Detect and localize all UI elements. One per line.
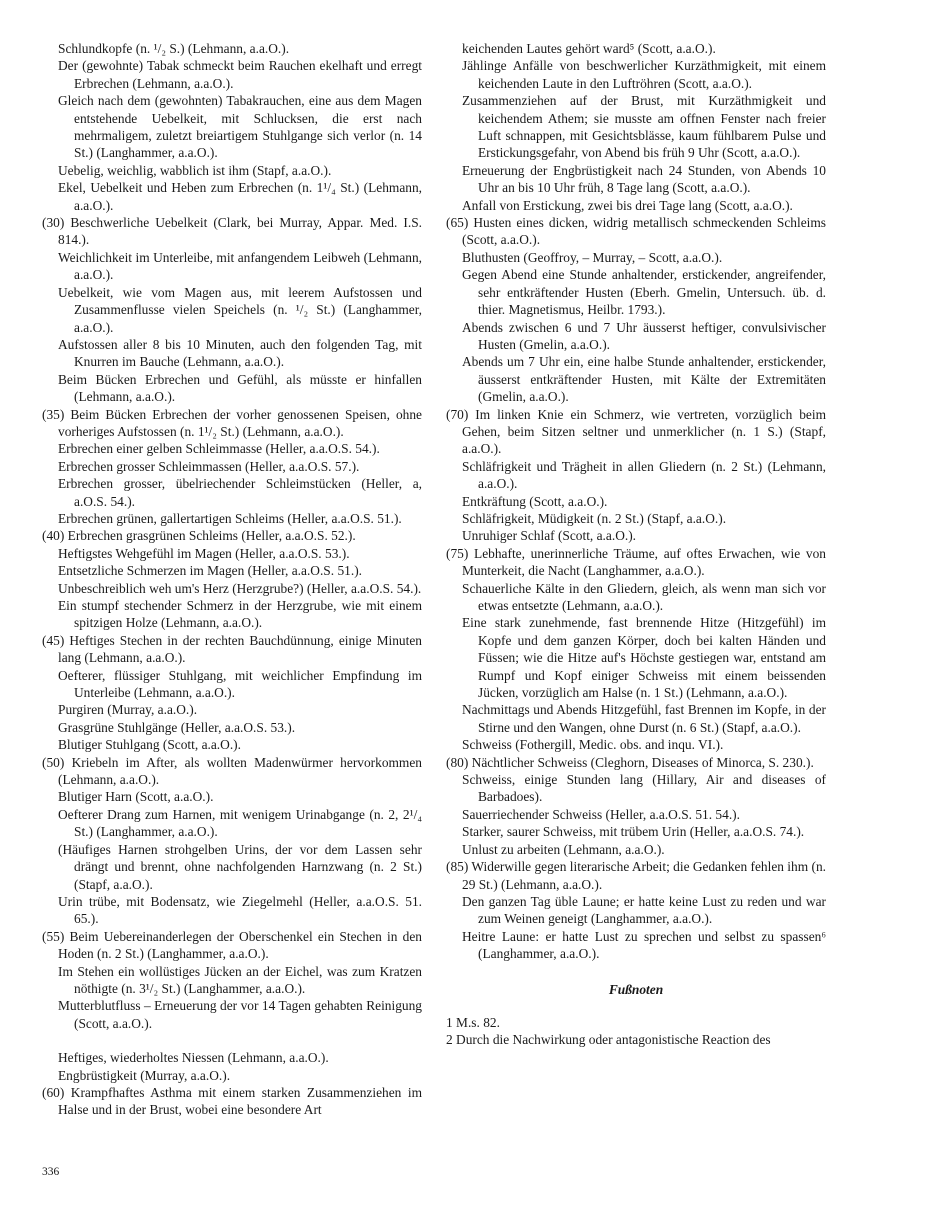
- entry-text: Husten eines dicken, widrig metallisch schmeckenden Schleims (Scott, a.a.O.).: [462, 215, 826, 248]
- entry-text: Erbrechen einer gelben Schleimmasse (Heller, a.a.O.S. 54.).: [58, 441, 380, 457]
- symptom-entry: [42, 667, 422, 702]
- symptom-entry: [446, 197, 826, 214]
- symptom-entry: [42, 736, 422, 753]
- symptom-entry: [446, 806, 826, 823]
- symptom-entry: [446, 823, 826, 840]
- entry-text: keichenden Lautes gehört ward⁵ (Scott, a.a.O.).: [462, 41, 716, 56]
- symptom-entry: [446, 754, 826, 771]
- page-number: 336: [42, 1166, 60, 1178]
- entry-text: Beschwerliche Uebelkeit (Clark, bei Murray, Appar. Med. I.S. 814.).: [58, 215, 422, 248]
- symptom-entry: [42, 57, 422, 92]
- symptom-entry: [42, 214, 422, 249]
- entry-text: (Häufiges Harnen strohgelben Urins, der vor dem Lassen sehr drängt und brennt, ohne nachfolgenden Harnzwang (n. 2 St.) (Stapf, a.a.O.).: [58, 841, 422, 892]
- entry-text: Abends um 7 Uhr ein, eine halbe Stunde anhaltender, erstickender, äusserst entkräftender Husten, mit Kälte der Extremitäten (Gmelin, a.a.O.).: [462, 354, 826, 405]
- symptom-entry: [446, 701, 826, 736]
- entry-text: Schläfrigkeit, Müdigkeit (n. 2 St.) (Stapf, a.a.O.).: [462, 510, 727, 526]
- symptom-entry: [446, 57, 826, 92]
- entry-text: Uebelig, weichlig, wabblich ist ihm (Stapf, a.a.O.).: [58, 162, 332, 178]
- symptom-entry: [446, 214, 826, 249]
- left-column: [42, 40, 422, 1119]
- symptom-entry: [42, 841, 422, 893]
- entry-text: Schweiss (Fothergill, Medic. obs. and inqu. VI.).: [462, 737, 724, 753]
- symptom-entry: [446, 841, 826, 858]
- symptom-entry: [446, 545, 826, 580]
- entry-text: Heftigstes Wehgefühl im Magen (Heller, a.a.O.S. 53.).: [58, 545, 350, 561]
- symptom-entry: [446, 858, 826, 893]
- entry-text: Erbrechen grosser Schleimmassen (Heller, a.a.O.S. 57.).: [58, 458, 360, 474]
- entry-text: Purgiren (Murray, a.a.O.).: [58, 702, 198, 718]
- symptom-entry: [42, 580, 422, 597]
- symptom-entry: [42, 336, 422, 371]
- symptom-entry: [446, 928, 826, 963]
- symptom-entry: [446, 162, 826, 197]
- entry-text: Entkräftung (Scott, a.a.O.).: [462, 493, 608, 509]
- symptom-entry: [42, 701, 422, 718]
- symptom-entry: [42, 928, 422, 963]
- entry-text: Erbrechen grosser, übelriechender Schleimstücken (Heller, a, a.O.S. 54.).: [58, 476, 422, 509]
- symptom-entry: [446, 614, 826, 701]
- entry-text: Erbrechen grünen, gallertartigen Schleims (Heller, a.a.O.S. 51.).: [58, 510, 402, 526]
- symptom-entry: [42, 545, 422, 562]
- entry-text: Weichlichkeit im Unterleibe, mit anfangendem Leibweh (Lehmann, a.a.O.).: [58, 249, 422, 283]
- entry-text: Mutterblutfluss – Erneuerung der vor 14 Tagen gehabten Reinigung (Scott, a.a.O.).: [58, 998, 422, 1031]
- symptom-entry: [446, 406, 826, 458]
- symptom-entry: [42, 284, 422, 336]
- entry-text: Den ganzen Tag üble Laune; er hatte keine Lust zu reden und war zum Weinen geneigt (Langhammer, a.a.O.).: [462, 893, 826, 927]
- symptom-entry: [42, 162, 422, 179]
- entry-text: Beim Bücken Erbrechen und Gefühl, als müsste er hinfallen (Lehmann, a.a.O.).: [58, 371, 422, 405]
- entry-text: Blutiger Stuhlgang (Scott, a.a.O.).: [58, 737, 241, 753]
- entry-text: Starker, saurer Schweiss, mit trübem Urin (Heller, a.a.O.S. 74.).: [462, 824, 805, 840]
- symptom-entry: [42, 562, 422, 579]
- symptom-entry: [446, 771, 826, 806]
- symptom-entry: [446, 458, 826, 493]
- symptom-entry: [42, 719, 422, 736]
- entry-text: Entsetzliche Schmerzen im Magen (Heller, a.a.O.S. 51.).: [58, 563, 362, 579]
- entry-number: (50): [42, 754, 72, 770]
- entry-number: (70): [446, 406, 476, 422]
- entry-number: (75): [446, 545, 475, 561]
- entry-text: Ekel, Uebelkeit und Heben zum Erbrechen (n. 1¹/₄ St.) (Lehmann, a.a.O.).: [58, 180, 422, 213]
- entry-text: Sauerriechender Schweiss (Heller, a.a.O.S. 51. 54.).: [462, 806, 740, 822]
- entry-text: Im Stehen ein wollüstiges Jücken an der Eichel, was zum Kratzen nöthigte (n. 3¹/₂ St.) (Langhammer, a.a.O.).: [58, 963, 422, 996]
- symptom-entry: [42, 893, 422, 928]
- symptom-entry: [42, 475, 422, 510]
- entry-text: Ein stumpf stechender Schmerz in der Herzgrube, wie mit einem spitzigen Holze (Lehmann, a.a.O.).: [58, 598, 422, 631]
- symptom-entry: [42, 458, 422, 475]
- symptom-entry: [446, 249, 826, 266]
- entry-text: Schläfrigkeit und Trägheit in allen Gliedern (n. 2 St.) (Lehmann, a.a.O.).: [462, 458, 826, 492]
- symptom-entry: [42, 632, 422, 667]
- symptom-entry: [446, 527, 826, 544]
- entry-number: (35): [42, 406, 71, 422]
- entry-text: Blutiger Harn (Scott, a.a.O.).: [58, 789, 214, 805]
- entry-text: Bluthusten (Geoffroy, – Murray, – Scott, a.a.O.).: [462, 249, 723, 265]
- entry-text: Schlundkopfe (n. ¹/₂ S.) (Lehmann, a.a.O.).: [58, 41, 290, 56]
- entry-text: Urin trübe, mit Bodensatz, wie Ziegelmehl (Heller, a.a.O.S. 51. 65.).: [58, 893, 422, 927]
- entry-text: Jählinge Anfälle von beschwerlicher Kurzäthmigkeit, mit einem keichenden Laute in den Luftröhren (Scott, a.a.O.).: [462, 58, 826, 91]
- entry-text: Grasgrüne Stuhlgänge (Heller, a.a.O.S. 53.).: [58, 719, 296, 735]
- entry-text: Erbrechen grasgrünen Schleims (Heller, a.a.O.S. 52.).: [67, 528, 356, 544]
- symptom-entry: [42, 249, 422, 284]
- entry-text: Heitre Laune: er hatte Lust zu sprechen und selbst zu spassen⁶ (Langhammer, a.a.O.).: [462, 928, 826, 962]
- symptom-entry: [42, 754, 422, 789]
- entry-text: Unlust zu arbeiten (Lehmann, a.a.O.).: [462, 841, 665, 857]
- symptom-entry: [446, 580, 826, 615]
- entry-text: Beim Uebereinanderlegen der Oberschenkel ein Stechen in den Hoden (n. 2 St.) (Langhammer, a.a.O.).: [58, 928, 422, 962]
- footnote: 2 Durch die Nachwirkung oder antagonistische Reaction des: [446, 1032, 771, 1048]
- entry-text: Abends zwischen 6 und 7 Uhr äusserst heftiger, convulsivischer Husten (Gmelin, a.a.O.).: [462, 319, 826, 352]
- entry-text: Engbrüstigkeit (Murray, a.a.O.).: [58, 1067, 231, 1083]
- symptom-entry: [42, 1067, 422, 1084]
- entry-number: (45): [42, 632, 70, 648]
- entry-text: Lebhafte, unerinnerliche Träume, auf oftes Erwachen, wie von Munterkeit, die Nacht (Langhammer, a.a.O.).: [462, 545, 826, 579]
- entry-text: Krampfhaftes Asthma mit einem starken Zusammenziehen im Halse und in der Brust, wobei eine besondere Art: [58, 1084, 422, 1118]
- entry-number: (60): [42, 1084, 71, 1100]
- entry-text: Gleich nach dem (gewohnten) Tabakrauchen, eine aus dem Magen entstehende Uebelkeit, mit Schlucksen, die erst nach mehrmaligem, zuletzt breiartigem Stuhlgange sich verlor (n. 14 St.) (Langhammer, a.a.O.).: [58, 93, 422, 161]
- symptom-entry: [42, 527, 422, 544]
- entry-number: (80): [446, 754, 472, 770]
- symptom-entry: [42, 997, 422, 1032]
- entry-text: Oefterer, flüssiger Stuhlgang, mit weichlicher Empfindung im Unterleibe (Lehmann, a.a.O.).: [58, 667, 422, 701]
- paragraph-gap: [42, 1032, 422, 1049]
- entry-text: Unruhiger Schlaf (Scott, a.a.O.).: [462, 528, 637, 544]
- symptom-entry: [446, 736, 826, 753]
- symptom-entry: [42, 406, 422, 441]
- symptom-entry: [446, 40, 826, 57]
- symptom-entry: [446, 493, 826, 510]
- symptom-entry: [42, 440, 422, 457]
- symptom-entry: [42, 1049, 422, 1066]
- entry-text: Zusammenziehen auf der Brust, mit Kurzäthmigkeit und keichendem Athem; sie musste am offnen Fenster nach freier Luft schnappen, mit Gesichtsblässe, kaum fühlbarem Pulse und Erstickungsgefahr, von Abend bis früh 9 Uhr (Scott, a.a.O.).: [462, 93, 826, 161]
- entry-text: Nachmittags und Abends Hitzgefühl, fast Brennen im Kopfe, in der Stirne und den Wangen, ohne Durst (n. 6 St.) (Stapf, a.a.O.).: [462, 702, 826, 735]
- symptom-entry: [42, 788, 422, 805]
- symptom-entry: [446, 893, 826, 928]
- symptom-entry: [42, 597, 422, 632]
- entry-text: Schauerliche Kälte in den Gliedern, gleich, als wenn man sich vor etwas entsetzte (Lehmann, a.a.O.).: [462, 580, 826, 613]
- right-column: [446, 40, 826, 1049]
- entry-text: Widerwille gegen literarische Arbeit; die Gedanken fehlen ihm (n. 29 St.) (Lehmann, a.a.O.).: [462, 859, 826, 892]
- entry-text: Im linken Knie ein Schmerz, wie vertreten, vorzüglich beim Gehen, beim Sitzen seltner und unmerklicher (n. 1 S.) (Stapf, a.a.O.).: [462, 406, 826, 457]
- symptom-entry: [42, 1084, 422, 1119]
- entry-text: Uebelkeit, wie vom Magen aus, mit leerem Aufstossen und Zusammenflusse vielen Speichels (n. ¹/₂ St.) (Langhammer, a.a.O.).: [58, 284, 422, 335]
- entry-text: Erneuerung der Engbrüstigkeit nach 24 Stunden, von Abends 10 Uhr an bis 10 Uhr früh, 8 Tage lang (Scott, a.a.O.).: [462, 162, 826, 196]
- footnotes-heading: Fußnoten: [608, 981, 664, 997]
- entry-text: Kriebeln im After, als wollten Madenwürmer hervorkommen (Lehmann, a.a.O.).: [58, 754, 422, 788]
- symptom-entry: [446, 510, 826, 527]
- entry-number: (65): [446, 215, 474, 231]
- symptom-entry: [42, 40, 422, 57]
- entry-text: Schweiss, einige Stunden lang (Hillary, Air and diseases of Barbadoes).: [462, 772, 826, 805]
- symptom-entry: [42, 371, 422, 406]
- entry-text: Der (gewohnte) Tabak schmeckt beim Rauchen ekelhaft und erregt Erbrechen (Lehmann, a.a.O.).: [58, 58, 422, 91]
- entry-number: (30): [42, 215, 71, 231]
- symptom-entry: [42, 179, 422, 214]
- entry-text: Heftiges Stechen in der rechten Bauchdünnung, einige Minuten lang (Lehmann, a.a.O.).: [58, 632, 422, 666]
- entry-number: (85): [446, 859, 472, 875]
- entry-text: Heftiges, wiederholtes Niessen (Lehmann, a.a.O.).: [58, 1050, 329, 1066]
- symptom-entry: [446, 92, 826, 162]
- entry-text: Aufstossen aller 8 bis 10 Minuten, auch den folgenden Tag, mit Knurren im Bauche (Lehmann, a.a.O.).: [58, 336, 422, 370]
- symptom-entry: [42, 806, 422, 841]
- symptom-entry: [446, 353, 826, 405]
- symptom-entry: [42, 963, 422, 998]
- symptom-entry: [446, 319, 826, 354]
- symptom-entry: [446, 266, 826, 318]
- entry-text: Anfall von Erstickung, zwei bis drei Tage lang (Scott, a.a.O.).: [462, 197, 793, 213]
- symptom-entry: [42, 510, 422, 527]
- entry-text: Gegen Abend eine Stunde anhaltender, erstickender, angreifender, sehr entkräftender Husten (Eberh. Gmelin, Untersuch. üb. d. thier. Magnetismus, Heilbr. 1793.).: [462, 267, 826, 318]
- entry-text: Eine stark zunehmende, fast brennende Hitze (Hitzgefühl) im Kopfe und dem ganzen Körper, doch bei kalten Händen und Füssen; wie die Hitze auf's Höchste gestiegen war, entstand am Rumpf und Kopf einiger Schweiss mit einem beissenden Jücken, vorzüglich am Halse (n. 1 St.) (Lehmann, a.a.O.).: [462, 615, 826, 701]
- entry-text: Nächtlicher Schweiss (Cleghorn, Diseases of Minorca, S. 230.).: [471, 754, 814, 770]
- entry-number: (55): [42, 928, 70, 944]
- entry-text: Unbeschreiblich weh um's Herz (Herzgrube?) (Heller, a.a.O.S. 54.).: [58, 580, 422, 596]
- entry-text: Beim Bücken Erbrechen der vorher genossenen Speisen, ohne vorheriges Aufstossen (n. 1¹/₂ St.) (Lehmann, a.a.O.).: [58, 406, 422, 439]
- symptom-entry: [42, 92, 422, 162]
- entry-number: (40): [42, 528, 68, 544]
- entry-text: Oefterer Drang zum Harnen, mit wenigem Urinabgange (n. 2, 2¹/₄ St.) (Langhammer, a.a.O.).: [58, 806, 422, 840]
- footnote: 1 M.s. 82.: [446, 1014, 500, 1030]
